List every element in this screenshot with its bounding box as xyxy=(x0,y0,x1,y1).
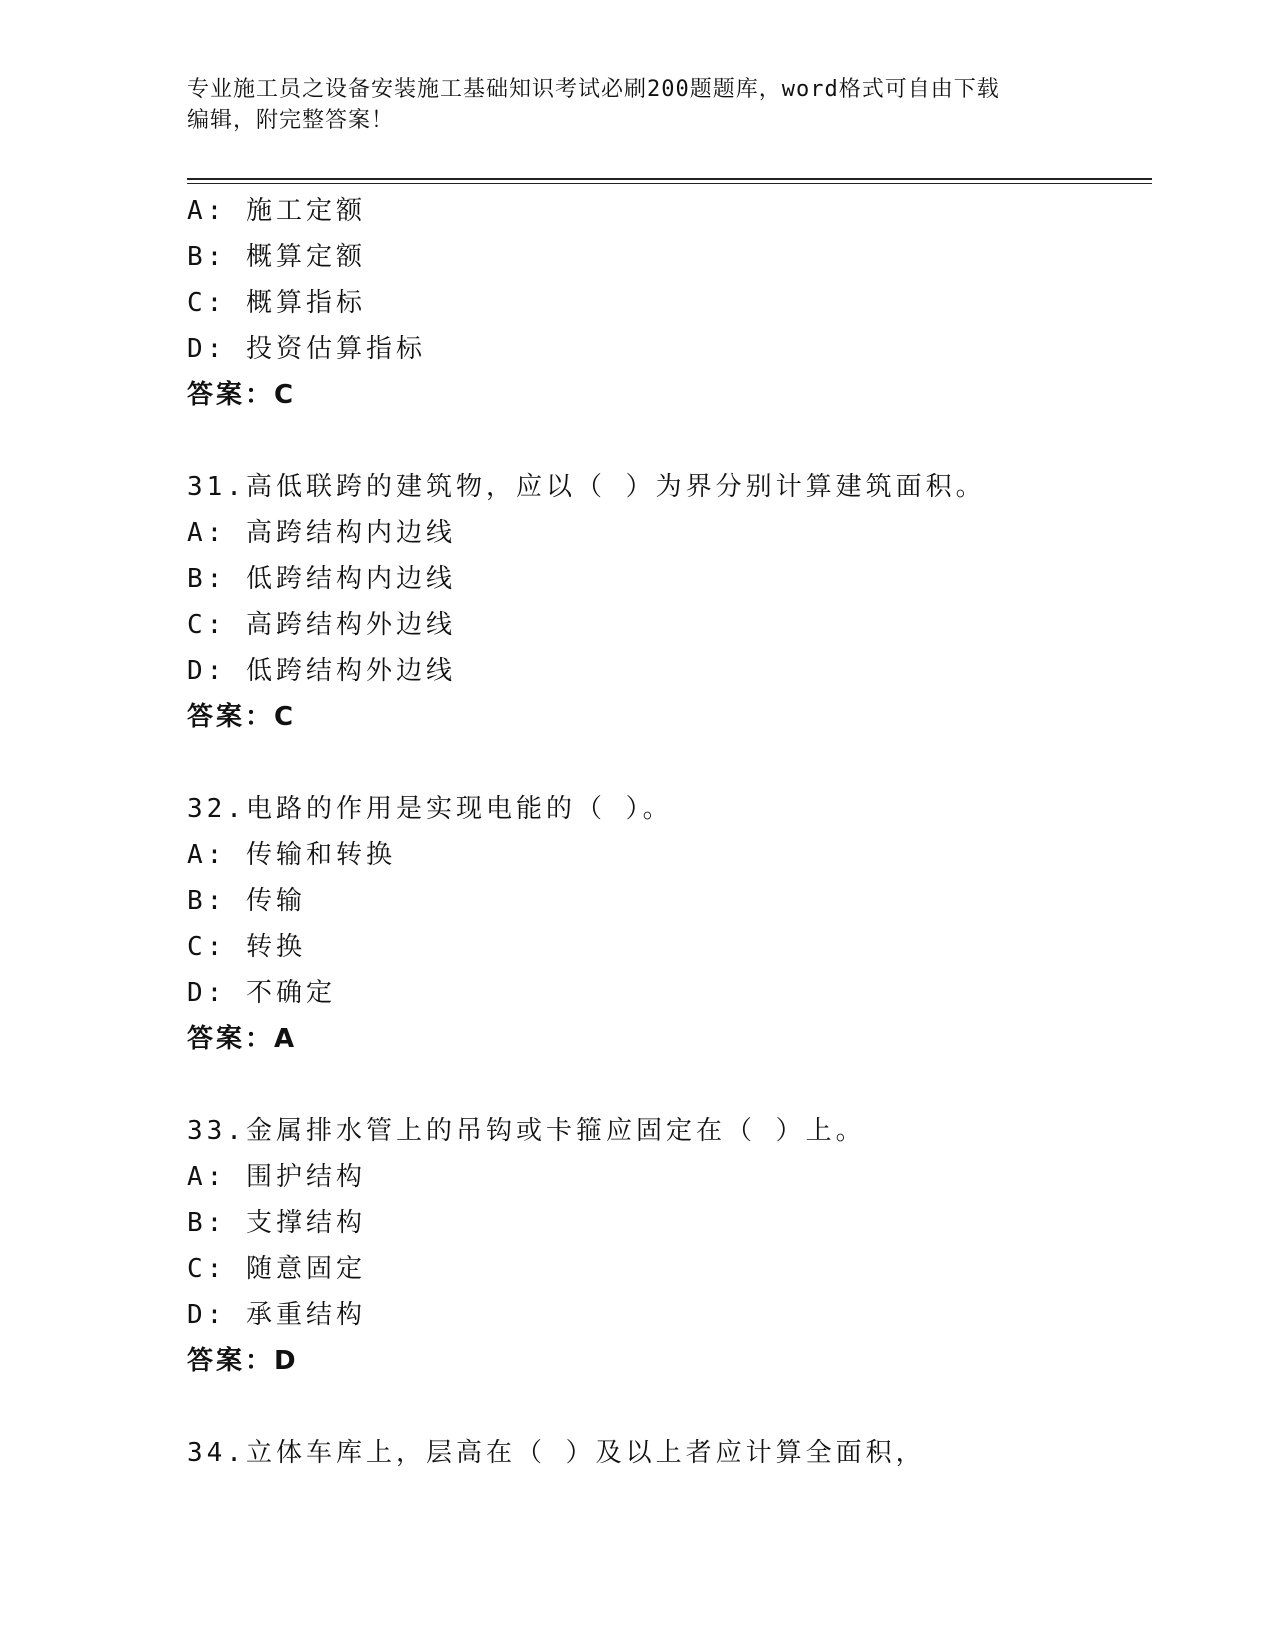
option-c: C: 概算指标 xyxy=(187,288,366,318)
question-stem: 32.电路的作用是实现电能的（ ）。 xyxy=(187,794,673,824)
header-title-line-2: 编辑，附完整答案！ xyxy=(187,108,395,133)
option-b: B: 概算定额 xyxy=(187,242,366,272)
option-c: C: 随意固定 xyxy=(187,1254,366,1284)
header-divider-thick xyxy=(187,178,1152,180)
question-stem: 33.金属排水管上的吊钩或卡箍应固定在（ ）上。 xyxy=(187,1116,866,1146)
option-c: C: 高跨结构外边线 xyxy=(187,610,456,640)
option-a: A: 高跨结构内边线 xyxy=(187,518,456,548)
question-stem: 31.高低联跨的建筑物，应以（ ）为界分别计算建筑面积。 xyxy=(187,472,986,502)
block-spacer xyxy=(187,1384,1147,1430)
option-a: A: 传输和转换 xyxy=(187,840,396,870)
option-a: A: 围护结构 xyxy=(187,1162,366,1192)
header-title-line-1: 专业施工员之设备安装施工基础知识考试必刷200题题库，word格式可自由下载 xyxy=(187,77,1000,102)
block-spacer xyxy=(187,1062,1147,1108)
question-block-34 xyxy=(187,1430,1147,1476)
question-block-33 xyxy=(187,1108,1147,1384)
question-block-31 xyxy=(187,464,1147,740)
option-d: D: 不确定 xyxy=(187,978,336,1008)
answer-line: 答案：A xyxy=(187,1024,298,1054)
option-c: C: 转换 xyxy=(187,932,306,962)
option-d: D: 低跨结构外边线 xyxy=(187,656,456,686)
block-spacer xyxy=(187,418,1147,464)
question-stem: 34.立体车库上，层高在（ ）及以上者应计算全面积， xyxy=(187,1438,926,1468)
header-divider-thin xyxy=(187,183,1152,184)
answer-line: 答案：D xyxy=(187,1346,299,1376)
question-block-30 xyxy=(187,188,1147,418)
option-d: D: 承重结构 xyxy=(187,1300,366,1330)
option-d: D: 投资估算指标 xyxy=(187,334,426,364)
option-b: B: 低跨结构内边线 xyxy=(187,564,456,594)
answer-line: 答案：C xyxy=(187,380,297,410)
option-b: B: 支撑结构 xyxy=(187,1208,366,1238)
question-block-32 xyxy=(187,786,1147,1062)
block-spacer xyxy=(187,740,1147,786)
answer-line: 答案：C xyxy=(187,702,297,732)
document-header xyxy=(187,74,1067,136)
question-list xyxy=(187,188,1147,1476)
option-a: A: 施工定额 xyxy=(187,196,366,226)
option-b: B: 传输 xyxy=(187,886,306,916)
